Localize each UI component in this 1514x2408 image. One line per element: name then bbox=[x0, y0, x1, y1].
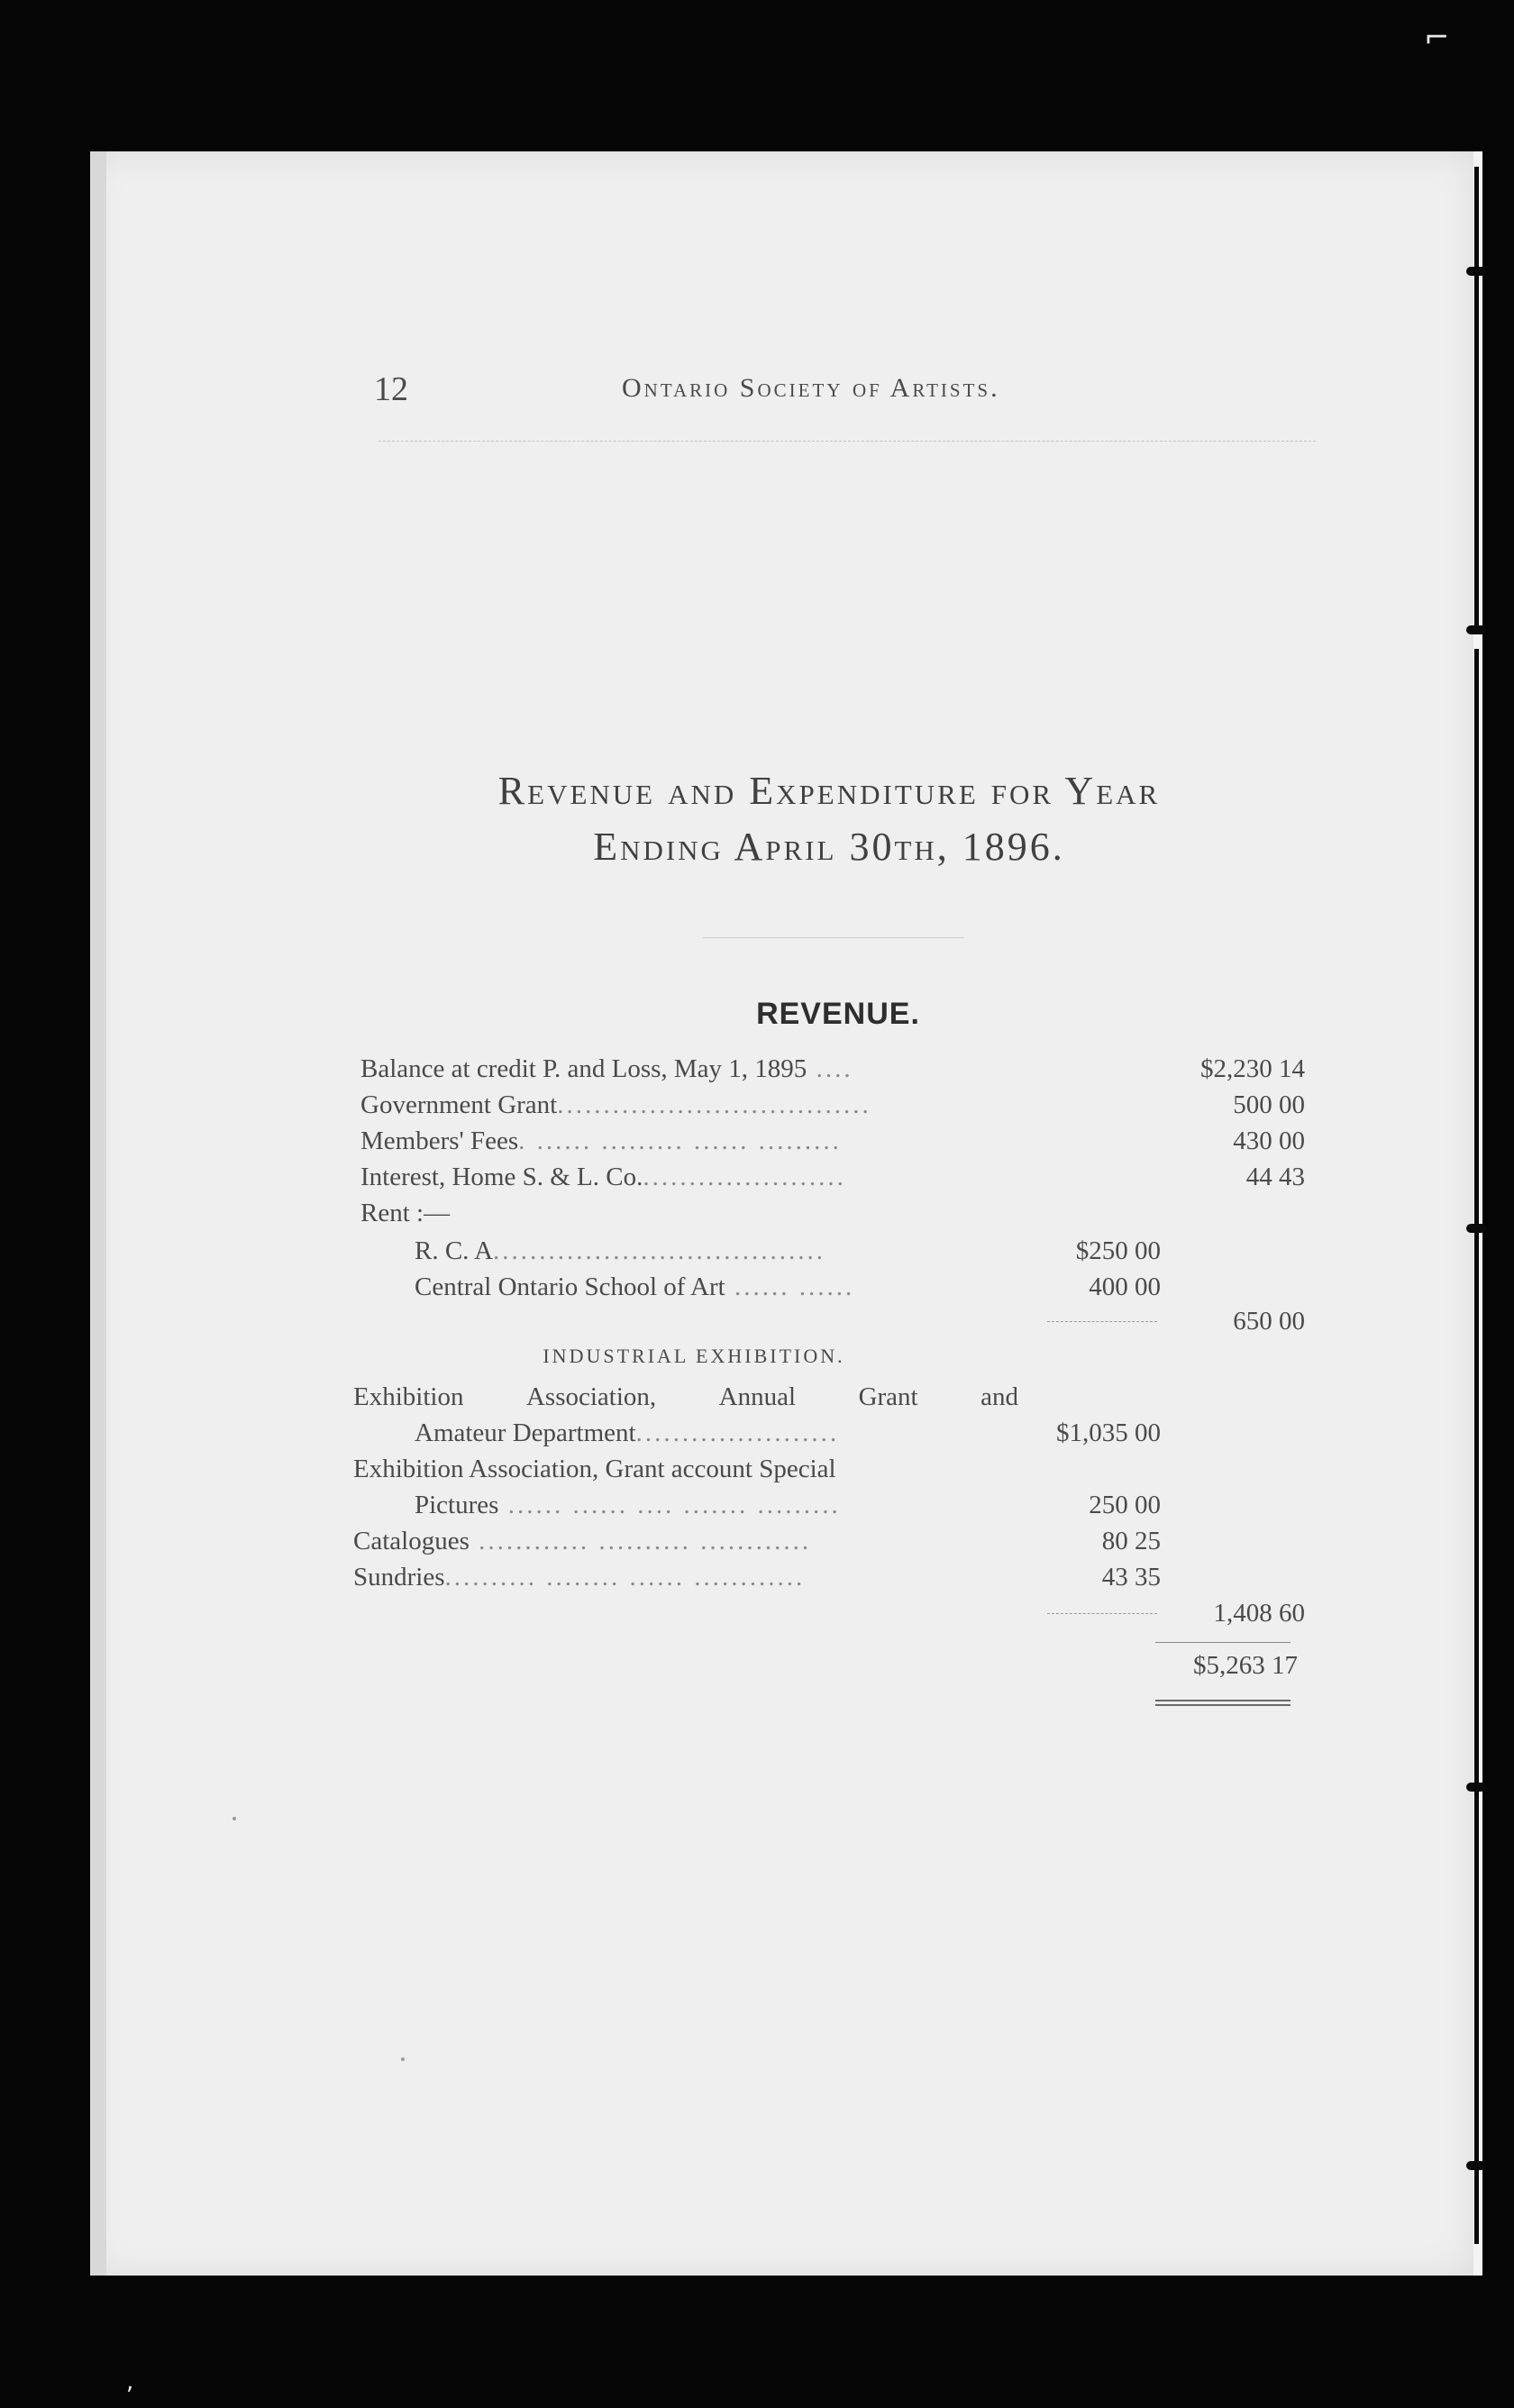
ledger-row-balance: Balance at credit P. and Loss, May 1, 1895 .... $2,230 14 bbox=[360, 1054, 1305, 1083]
row-amount: $2,230 14 bbox=[1200, 1054, 1305, 1083]
label-word: Annual bbox=[718, 1382, 797, 1411]
label-word: and bbox=[980, 1382, 1018, 1411]
row-label: Central Ontario School of Art bbox=[415, 1272, 725, 1301]
row-label: Interest, Home S. & L. Co. bbox=[360, 1163, 643, 1191]
row-amount: $1,035 00 bbox=[1056, 1418, 1161, 1447]
row-label: Government Grant bbox=[360, 1090, 558, 1119]
row-amount: 80 25 bbox=[1101, 1527, 1161, 1555]
ledger-row-interest: Interest, Home S. & L. Co....................... 44 43 bbox=[360, 1163, 1305, 1191]
ledger-row-grand-total bbox=[0, 1651, 1514, 1687]
row-label: R. C. A bbox=[415, 1236, 494, 1265]
total-rule bbox=[1155, 1642, 1291, 1643]
row-amount: 43 35 bbox=[1101, 1563, 1161, 1592]
binding-knot bbox=[1466, 1783, 1486, 1792]
ledger-row-assoc1-line2: Amateur Department...................... $1,035 00 bbox=[415, 1418, 1161, 1447]
scan-mark: ⌐ bbox=[1424, 20, 1450, 56]
running-title: Ontario Society of Artists. bbox=[622, 373, 1000, 403]
binding-knot bbox=[1466, 267, 1486, 276]
exhibition-subheading: INDUSTRIAL EXHIBITION. bbox=[543, 1345, 845, 1367]
ledger-row-rent-total bbox=[0, 1307, 1514, 1343]
ledger-row-exhibition-total bbox=[0, 1599, 1514, 1635]
row-label: Catalogues bbox=[353, 1527, 470, 1555]
header-rule bbox=[378, 441, 1316, 442]
ledger-row-catalogues: Catalogues ............ .......... ............ 80 25 bbox=[353, 1527, 1161, 1555]
row-amount: 250 00 bbox=[1089, 1491, 1161, 1519]
binding-knot bbox=[1466, 2161, 1486, 2170]
page-number: 12 bbox=[374, 370, 408, 408]
paper-speck bbox=[233, 1817, 236, 1820]
binding-thread bbox=[1474, 167, 1479, 631]
grand-total-double-rule bbox=[1155, 1700, 1291, 1706]
report-title-line1: Revenue and Expenditure for Year bbox=[497, 769, 1161, 813]
ledger-row-rca: R. C. A.................................... $250 00 bbox=[415, 1236, 1161, 1265]
ledger-row-sundries: Sundries.......... ........ ...... ............ 43 35 bbox=[353, 1563, 1161, 1592]
row-label: Exhibition Association, Grant account Special bbox=[353, 1455, 836, 1483]
row-amount: 500 00 bbox=[1233, 1090, 1305, 1119]
ledger-row-school: Central Ontario School of Art ...... ...... 400 00 bbox=[415, 1272, 1161, 1301]
row-label: Amateur Department bbox=[415, 1418, 636, 1447]
row-amount: 400 00 bbox=[1089, 1272, 1161, 1301]
row-label: Sundries bbox=[353, 1563, 445, 1592]
report-title-line2: Ending April 30th, 1896. bbox=[593, 825, 1065, 869]
row-amount: 1,408 60 bbox=[1213, 1599, 1305, 1628]
ledger-row-grant: Government Grant.................................. 500 00 bbox=[360, 1090, 1305, 1119]
ledger-row-subhead bbox=[0, 1345, 1514, 1381]
paper-speck bbox=[401, 2057, 405, 2061]
scan-mark: , bbox=[126, 2368, 134, 2395]
row-label: Balance at credit P. and Loss, May 1, 1895 bbox=[360, 1054, 807, 1083]
row-label: Members' Fees bbox=[360, 1126, 519, 1155]
row-label: Pictures bbox=[415, 1491, 499, 1519]
row-label: Rent :— bbox=[360, 1199, 451, 1227]
ledger-row-assoc2-line2: Pictures ...... ...... .... ....... ......... 250 00 bbox=[415, 1491, 1161, 1519]
label-word: Association, bbox=[525, 1382, 657, 1411]
label-word: Exhibition bbox=[353, 1382, 464, 1411]
label-word: Grant bbox=[858, 1382, 918, 1411]
row-amount: $250 00 bbox=[1075, 1236, 1161, 1265]
title-rule bbox=[703, 937, 964, 938]
ledger-row-rent bbox=[0, 1199, 1514, 1235]
ledger-row-fees: Members' Fees. ...... ......... ...... ......... 430 00 bbox=[360, 1126, 1305, 1155]
ledger-row-assoc1-line1 bbox=[0, 1382, 1514, 1418]
ledger-row-assoc2-line1 bbox=[0, 1455, 1514, 1491]
row-amount: 650 00 bbox=[1233, 1307, 1305, 1336]
row-amount: 44 43 bbox=[1245, 1163, 1305, 1191]
binding-knot bbox=[1466, 625, 1486, 634]
grand-total: $5,263 17 bbox=[1193, 1651, 1298, 1680]
row-amount: 430 00 bbox=[1233, 1126, 1305, 1155]
revenue-heading: REVENUE. bbox=[756, 997, 920, 1031]
